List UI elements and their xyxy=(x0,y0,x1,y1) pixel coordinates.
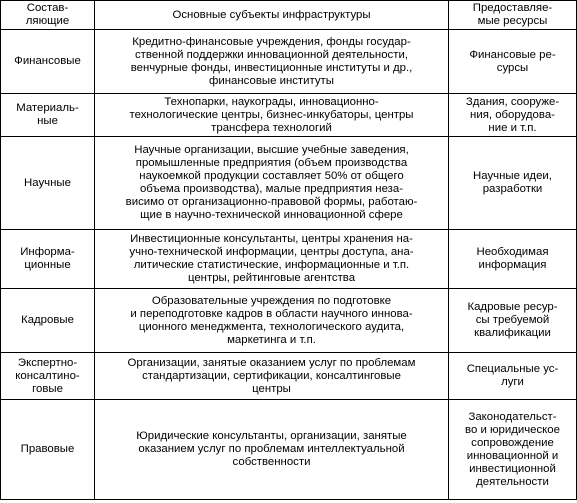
table-row xyxy=(1,30,577,94)
table-row xyxy=(1,289,577,353)
header-row xyxy=(1,1,577,30)
resources-cell: Здания, сооруже- ния, оборудова- ние и т.п. xyxy=(449,94,577,137)
component-cell: Правовые xyxy=(1,400,95,500)
component-cell: Научные xyxy=(1,137,95,230)
resources-cell: Необходимая информация xyxy=(449,230,577,289)
subjects-cell: Научные организации, высшие учебные заведения, промышленные предприятия (объем производства наукоемкой продукции составляет 50% от общего объема производства), малые предприятия неза- висимо от организационно-правовой формы, работаю- щие в научно-технической инновационной сфере xyxy=(95,137,449,230)
component-cell: Кадровые xyxy=(1,289,95,353)
component-cell: Информа- ционные xyxy=(1,230,95,289)
subjects-cell: Организации, занятые оказанием услуг по проблемам стандартизации, сертификации, консалтинговые центры xyxy=(95,353,449,400)
resources-cell: Законодательст- во и юридическое сопровождение инновационной и инвестиционной деятельности xyxy=(449,400,577,500)
table-row xyxy=(1,137,577,230)
resources-cell: Специальные ус- луги xyxy=(449,353,577,400)
component-cell: Финансовые xyxy=(1,30,95,94)
subjects-cell: Кредитно-финансовые учреждения, фонды государ- ственной поддержки инновационной деятельности, венчурные фонды, инвестиционные институты и др., финансовые институты xyxy=(95,30,449,94)
resources-cell: Кадровые ресур- сы требуемой квалификации xyxy=(449,289,577,353)
table-row xyxy=(1,94,577,137)
header-resources: Предоставляе- мые ресурсы xyxy=(449,1,577,30)
resources-cell: Финансовые ре- сурсы xyxy=(449,30,577,94)
subjects-cell: Юридические консультанты, организации, занятые оказанием услуг по проблемам интеллектуальной собственности xyxy=(95,400,449,500)
table-row xyxy=(1,230,577,289)
subjects-cell: Технопарки, наукограды, инновационно- технологические центры, бизнес-инкубаторы, центры трансфера технологий xyxy=(95,94,449,137)
header-subjects: Основные субъекты инфраструктуры xyxy=(95,1,449,30)
component-cell: Экспертно- консалтино- говые xyxy=(1,353,95,400)
table-row xyxy=(1,400,577,500)
subjects-cell: Инвестиционные консультанты, центры хранения на- учно-технической информации, центры доступа, ана- литические статистические, информационные и т.п. центры, рейтинговые агентства xyxy=(95,230,449,289)
subjects-cell: Образовательные учреждения по подготовке и переподготовке кадров в области научного иннова- ционного менеджмента, технологического аудита, маркетинга и т.п. xyxy=(95,289,449,353)
header-components: Состав- ляющие xyxy=(1,1,95,30)
component-cell: Материаль- ные xyxy=(1,94,95,137)
table-row xyxy=(1,353,577,400)
resources-cell: Научные идеи, разработки xyxy=(449,137,577,230)
